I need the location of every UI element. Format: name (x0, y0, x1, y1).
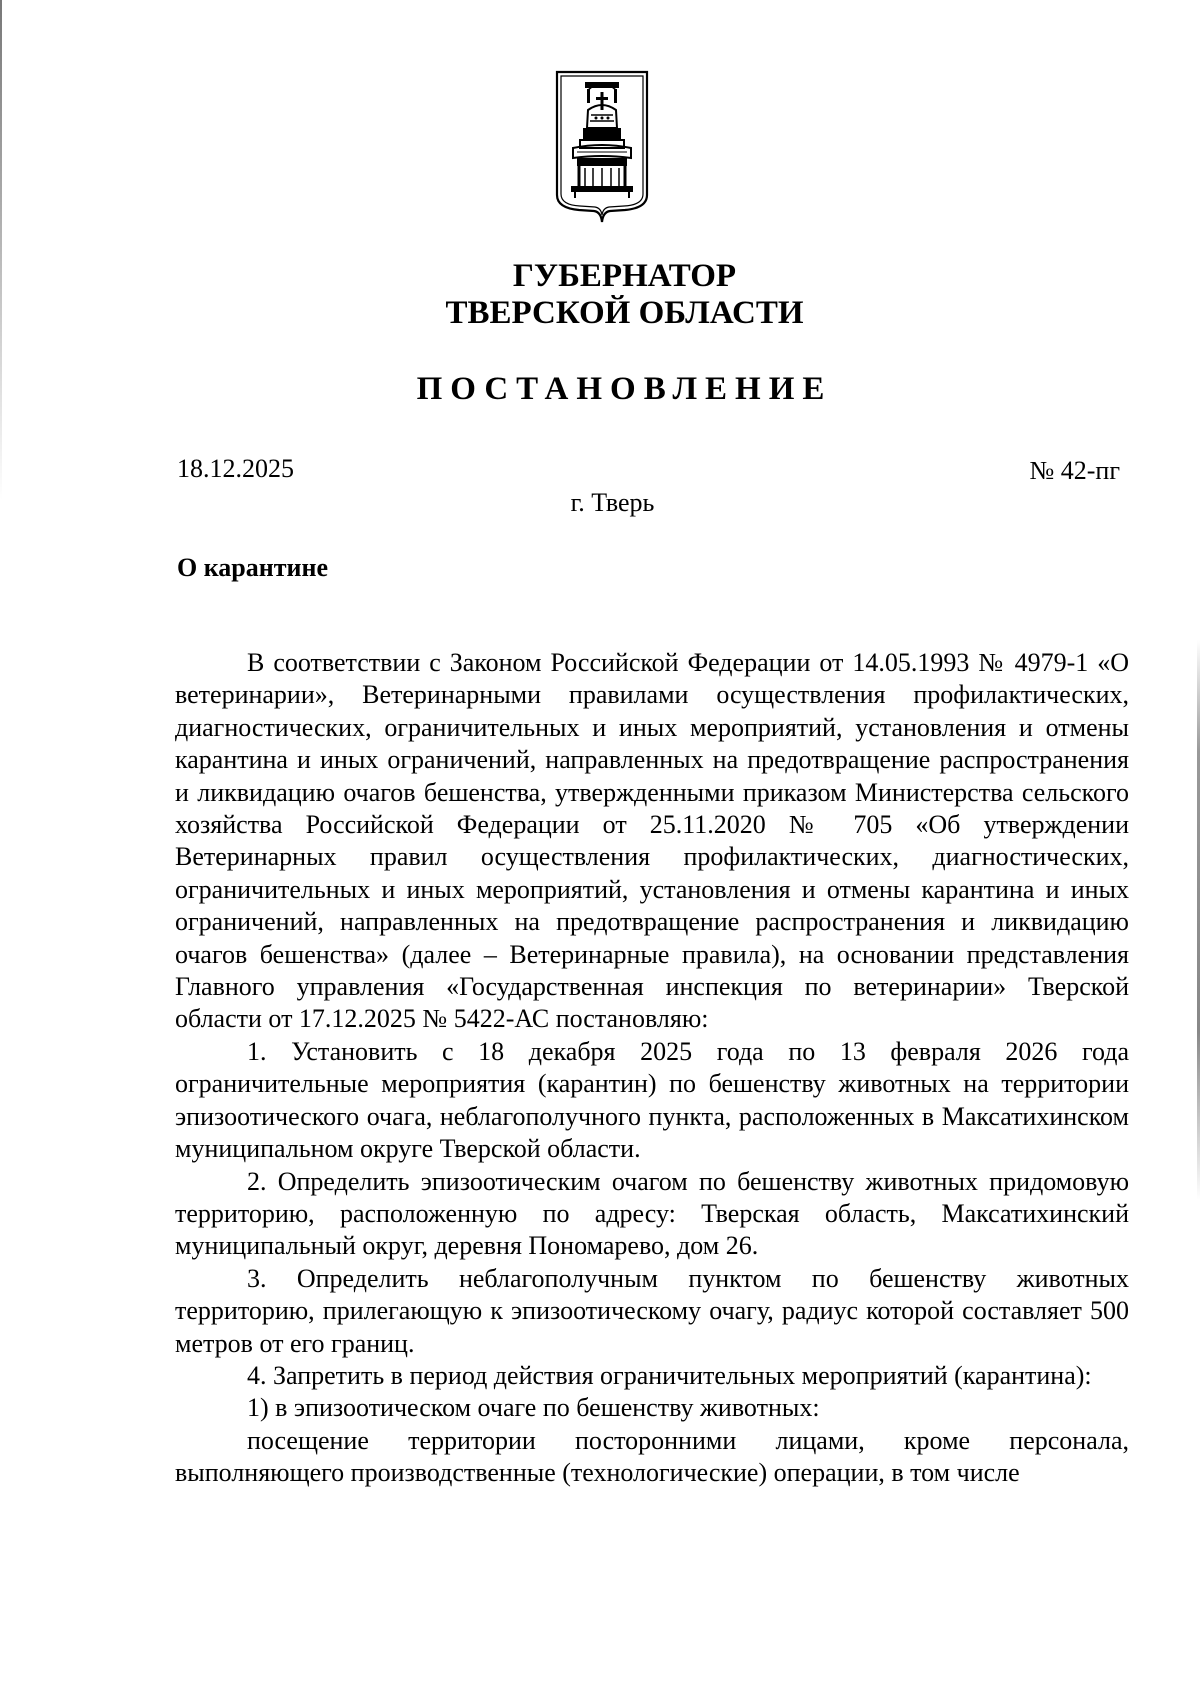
document-body (175, 647, 1129, 1490)
document-subject: О карантине (177, 553, 329, 582)
clause-1: 1. Установить с 18 декабря 2025 года по 13 февраля 2026 года ограничительные мероприятия (карантин) по бешенству животных на территории эпизоотического очага, неблагополучного пункта, расположенных в Максатихинском муниципальном округе Тверской области. (175, 1036, 1129, 1164)
issuer-title-line1: ГУБЕРНАТОР (512, 258, 737, 294)
clause-2: 2. Определить эпизоотическим очагом по бешенству животных придомовую территорию, расположенную по адресу: Тверская область, Максатихинский муниципальный округ, деревня Пономарево, дом 26. (175, 1166, 1129, 1261)
document-date: 18.12.2025 (177, 454, 294, 483)
preamble-paragraph: В соответствии с Законом Российской Федерации от 14.05.1993 № 4979-1 «О ветеринарии», Ветеринарными правилами осуществления профилактических, диагностических, ограничительных и иных мероприятий, установления и отмены карантина и иных ограничений, направленных на предотвращение распространения и ликвидацию очагов бешенства, утвержденными приказом Министерства сельского хозяйства Российской Федерации от 25.11.2020 № 705 «Об утверждении Ветеринарных правил осуществления профилактических, диагностических, ограничительных и иных мероприятий, установления и отмены карантина и иных ограничений, направленных на предотвращение распространения и ликвидацию очагов бешенства» (далее – Ветеринарные правила), на основании представления Главного управления «Государственная инспекция по ветеринарии» Тверской области от 17.12.2025 № 5422-АС постановляю: (175, 648, 1129, 1034)
clause-4: 4. Запретить в период действия ограничительных мероприятий (карантина): (247, 1360, 1092, 1390)
coat-of-arms-icon (555, 70, 649, 226)
document-number: № 42-пг (1029, 456, 1120, 485)
clause-3: 3. Определить неблагополучным пунктом по бешенству животных территорию, прилегающую к эпизоотическому очагу, радиус которой составляет 500 метров от его границ. (175, 1263, 1129, 1358)
clause-4-subitem-1-text: посещение территории посторонними лицами, кроме персонала, выполняющего производственные (технологические) операции, в том числе (175, 1425, 1129, 1488)
issuer-title-line2: ТВЕРСКОЙ ОБЛАСТИ (445, 295, 804, 331)
scan-edge-left (0, 0, 2, 500)
document-type: ПОСТАНОВЛЕНИЕ (416, 371, 833, 407)
document-city: г. Тверь (570, 488, 655, 517)
clause-4-subitem-1: 1) в эпизоотическом очаге по бешенству животных: (247, 1393, 820, 1423)
issuer-title (0, 258, 1200, 332)
